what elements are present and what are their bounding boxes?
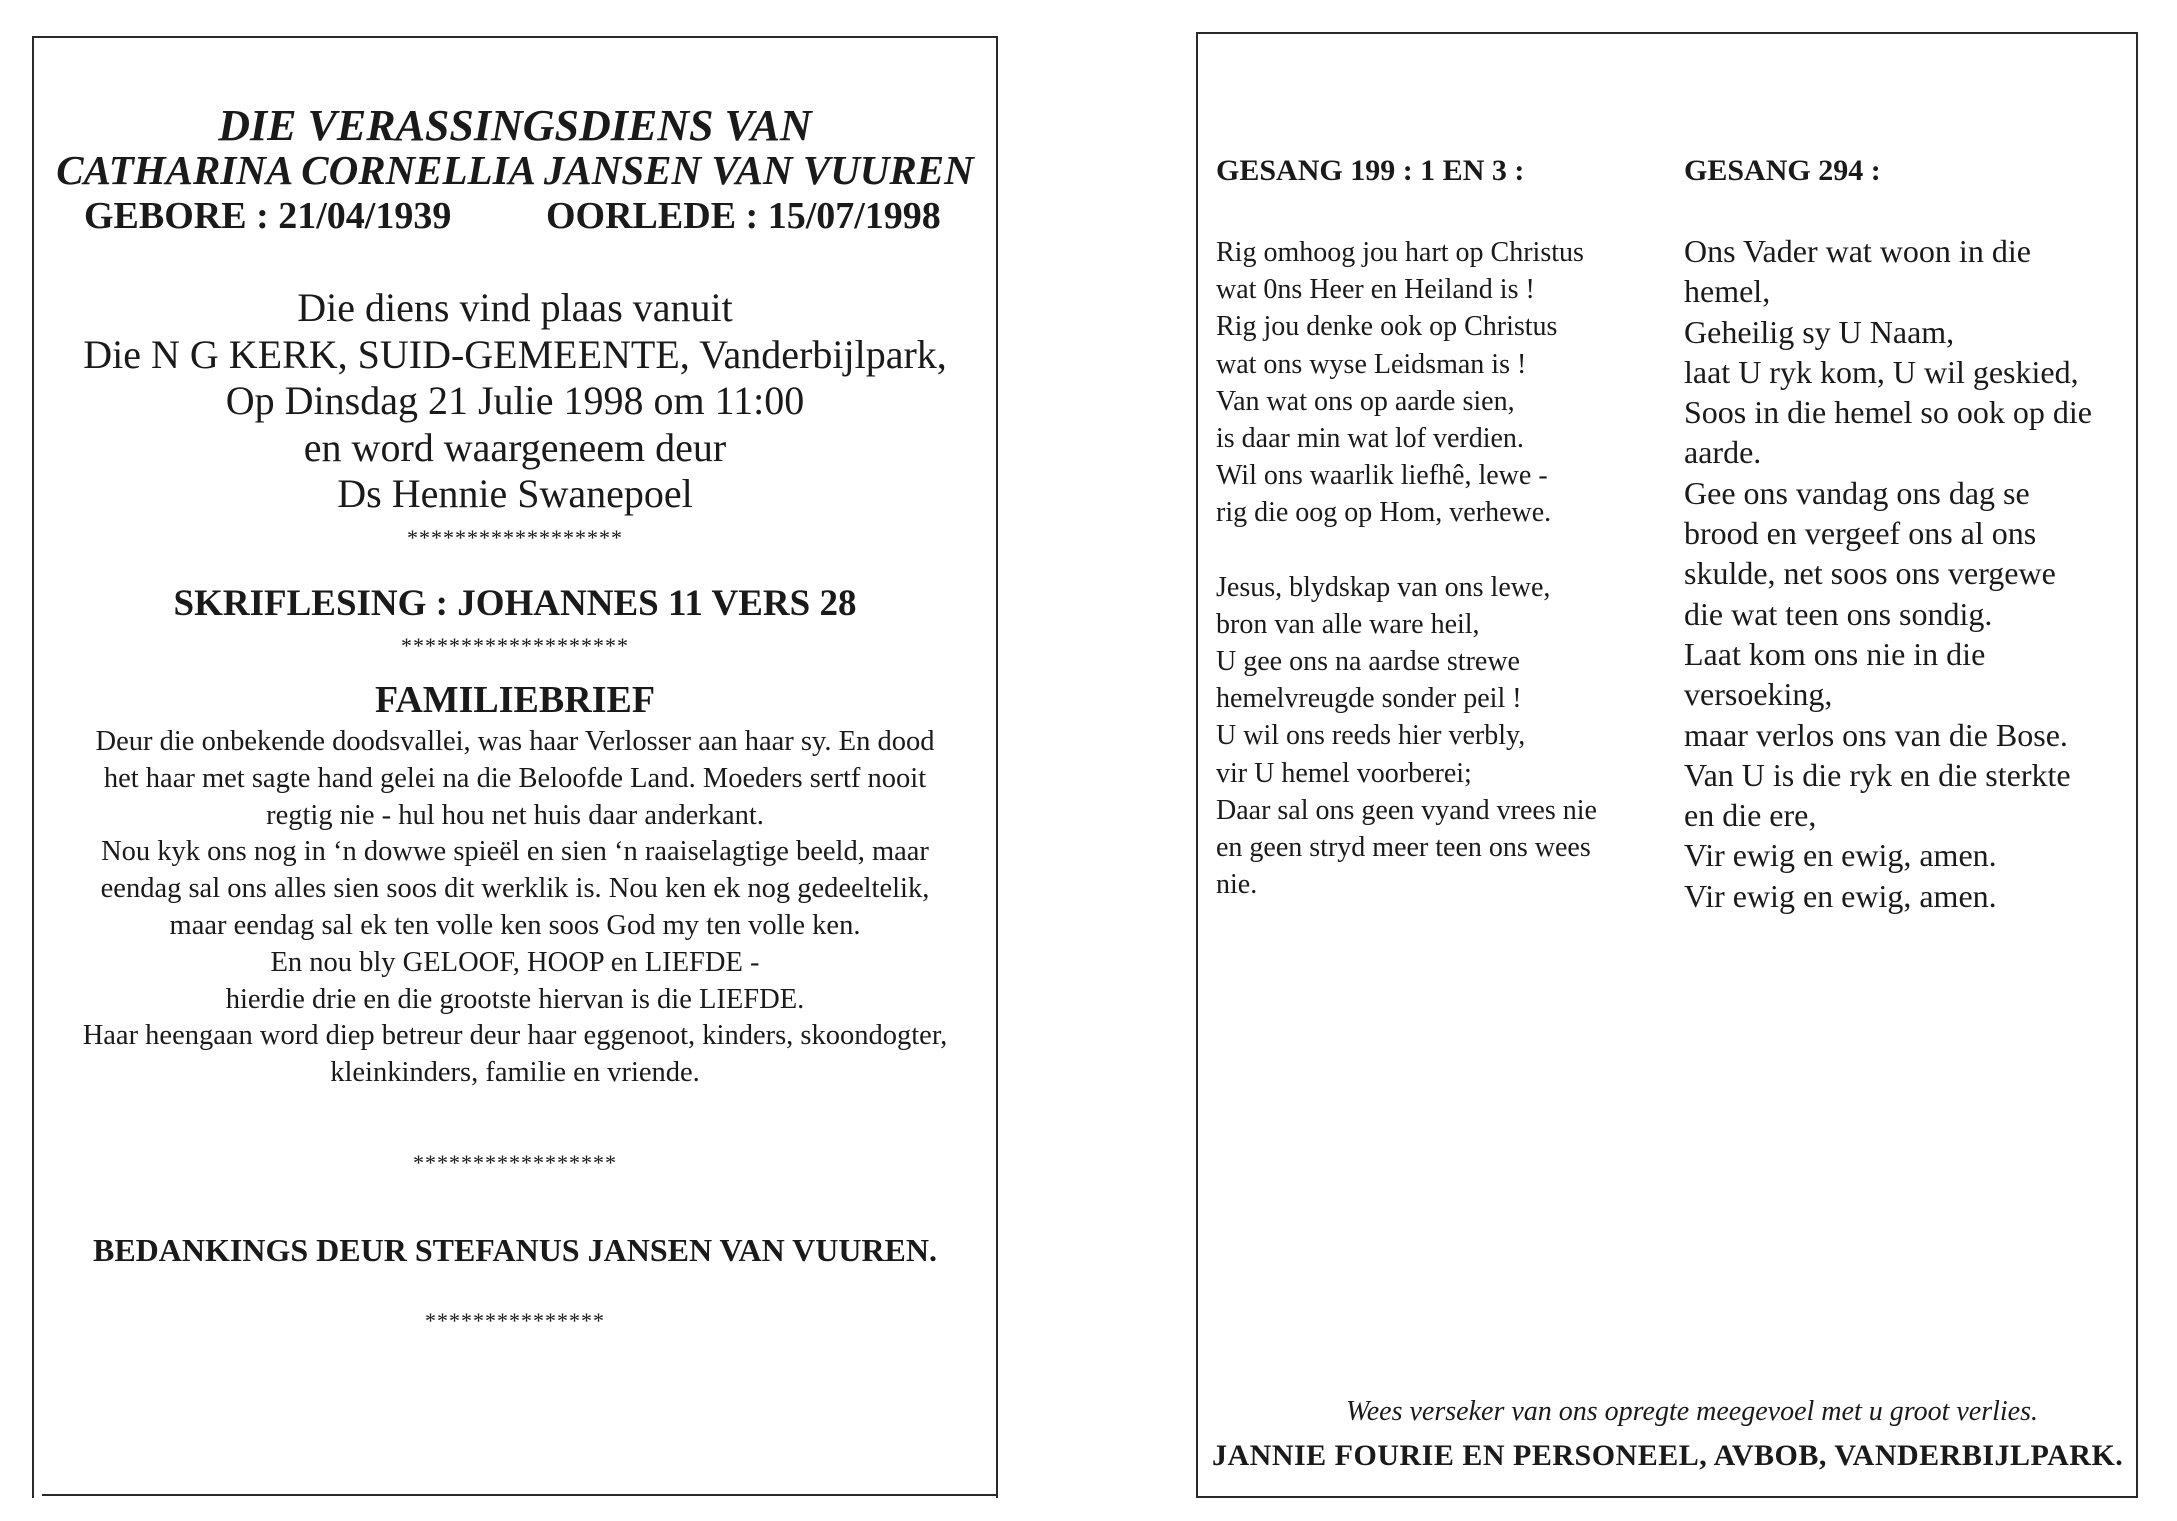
- hymn-line: en geen stryd meer teen ons wees: [1216, 832, 1591, 864]
- hymn-199-text: [1216, 234, 1656, 903]
- hymn-line: Vir ewig en ewig, amen.: [1684, 837, 1997, 874]
- hymn-line: aarde.: [1684, 434, 1762, 471]
- hymn-line: vir U hemel voorberei;: [1216, 757, 1472, 789]
- letter-line: Haar heengaan word diep betreur deur haar eggenoot, kinders, skoondogter,: [82, 1020, 948, 1052]
- letter-line: Deur die onbekende doodsvallei, was haar Verlosser aan haar sy. En dood: [95, 726, 935, 757]
- birth-date: GEBORE : 21/04/1939: [84, 195, 452, 237]
- family-letter: [34, 724, 996, 1092]
- deceased-name: CATHARINA CORNELLIA JANSEN VAN VUUREN: [56, 147, 974, 193]
- right-card-panel: [1196, 32, 2138, 1498]
- hymn-line: wat 0ns Heer en Heiland is !: [1216, 274, 1535, 306]
- verse-gap: [1216, 532, 1656, 569]
- death-date: OORLEDE : 15/07/1998: [546, 195, 941, 237]
- separator-stars: ******************: [407, 525, 623, 550]
- hymn-line: Jesus, blydskap van ons lewe,: [1216, 571, 1551, 603]
- hymn-line: wat ons wyse Leidsman is !: [1216, 348, 1527, 380]
- hymn-line: skulde, net soos ons vergewe: [1684, 555, 2056, 592]
- separator-stars: *******************: [401, 633, 629, 658]
- letter-line: het haar met sagte hand gelei na die Beloofde Land. Moeders sertf nooit: [103, 762, 927, 794]
- letter-line: kleinkinders, familie en vriende.: [330, 1057, 700, 1089]
- left-card-panel: [32, 36, 998, 1498]
- letter-line: maar eendag sal ek ten volle ken soos God my ten volle ken.: [169, 909, 861, 941]
- hymn-294-text: [1684, 231, 2124, 916]
- hymn-line: Rig omhoog jou hart op Christus: [1216, 237, 1584, 268]
- service-details: [34, 285, 996, 518]
- thanks-line: BEDANKINGS DEUR STEFANUS JANSEN VAN VUUREN.: [92, 1232, 937, 1268]
- hymn-line: Van U is die ryk en die sterkte: [1684, 756, 2071, 793]
- hymn-line: nie.: [1216, 869, 1258, 901]
- hymn-line: Vir ewig en ewig, amen.: [1684, 877, 1997, 914]
- left-bottom-rule: [42, 1494, 997, 1496]
- hymn-line: en die ere,: [1684, 797, 1817, 834]
- service-line: en word waargeneem deur: [303, 424, 727, 470]
- hymn-199-title: GESANG 199 : 1 EN 3 :: [1216, 154, 1525, 187]
- sympathy-note: Wees verseker van ons opregte meegevoel met u groot verlies.: [1346, 1396, 2038, 1427]
- hymn-line: U gee ons na aardse strewe: [1216, 646, 1520, 678]
- letter-line: regtig nie - hul hou net huis daar anderkant.: [266, 799, 764, 831]
- service-line: Ds Hennie Swanepoel: [337, 471, 693, 516]
- hymn-line: bron van alle ware heil,: [1216, 608, 1480, 640]
- hymn-line: hemelvreugde sonder peil !: [1216, 683, 1522, 715]
- hymn-line: Ons Vader wat woon in die: [1684, 233, 2031, 269]
- service-line: Die diens vind plaas vanuit: [297, 285, 733, 330]
- letter-line: En nou bly GELOOF, HOOP en LIEFDE -: [270, 946, 760, 978]
- hymn-line: Rig jou denke ook op Christus: [1216, 311, 1558, 343]
- hymn-line: Soos in die hemel so ook op die: [1684, 394, 2092, 431]
- service-line: Die N G KERK, SUID-GEMEENTE, Vanderbijlpark,: [83, 331, 947, 377]
- hymn-line: hemel,: [1684, 273, 1771, 310]
- hymn-line: is daar min wat lof verdien.: [1216, 423, 1524, 455]
- hymn-line: Geheilig sy U Naam,: [1684, 313, 1955, 350]
- letter-heading: FAMILIEBRIEF: [374, 679, 656, 721]
- hymn-line: die wat teen ons sondig.: [1684, 595, 1993, 632]
- hymn-line: versoeking,: [1684, 676, 1833, 713]
- letter-line: Nou kyk ons nog in ‘n dowwe spieël en sien ‘n raaiselagtige beeld, maar: [101, 836, 929, 868]
- hymn-line: laat U ryk kom, U wil geskied,: [1684, 353, 2079, 390]
- hymn-line: Wil ons waarlik liefhê, lewe -: [1216, 460, 1548, 492]
- hymn-line: U wil ons reeds hier verbly,: [1216, 720, 1526, 752]
- separator-stars: *****************: [413, 1150, 617, 1175]
- service-line: Op Dinsdag 21 Julie 1998 om 11:00: [225, 378, 805, 423]
- scripture-reading: SKRIFLESING : JOHANNES 11 VERS 28: [173, 583, 857, 624]
- hymn-line: Van wat ons op aarde sien,: [1216, 385, 1515, 417]
- letter-line: eendag sal ons alles sien soos dit werklik is. Nou ken ek nog gedeeltelik,: [100, 873, 930, 905]
- separator-stars: ***************: [425, 1308, 605, 1333]
- hymn-line: Gee ons vandag ons dag se: [1684, 474, 2030, 511]
- hymn-line: maar verlos ons van die Bose.: [1684, 716, 2068, 753]
- hymn-line: brood en vergeef ons al ons: [1684, 515, 2037, 552]
- undertaker-credit: JANNIE FOURIE EN PERSONEEL, AVBOB, VANDERBIJLPARK.: [1212, 1439, 2124, 1472]
- service-title: DIE VERASSINGSDIENS VAN: [218, 101, 812, 150]
- hymn-294-title: GESANG 294 :: [1684, 154, 1881, 187]
- hymn-line: Laat kom ons nie in die: [1684, 635, 1986, 672]
- hymn-line: Daar sal ons geen vyand vrees nie: [1216, 794, 1597, 826]
- hymn-line: rig die oog op Hom, verhewe.: [1216, 497, 1552, 529]
- letter-line: hierdie drie en die grootste hiervan is die LIEFDE.: [225, 983, 805, 1015]
